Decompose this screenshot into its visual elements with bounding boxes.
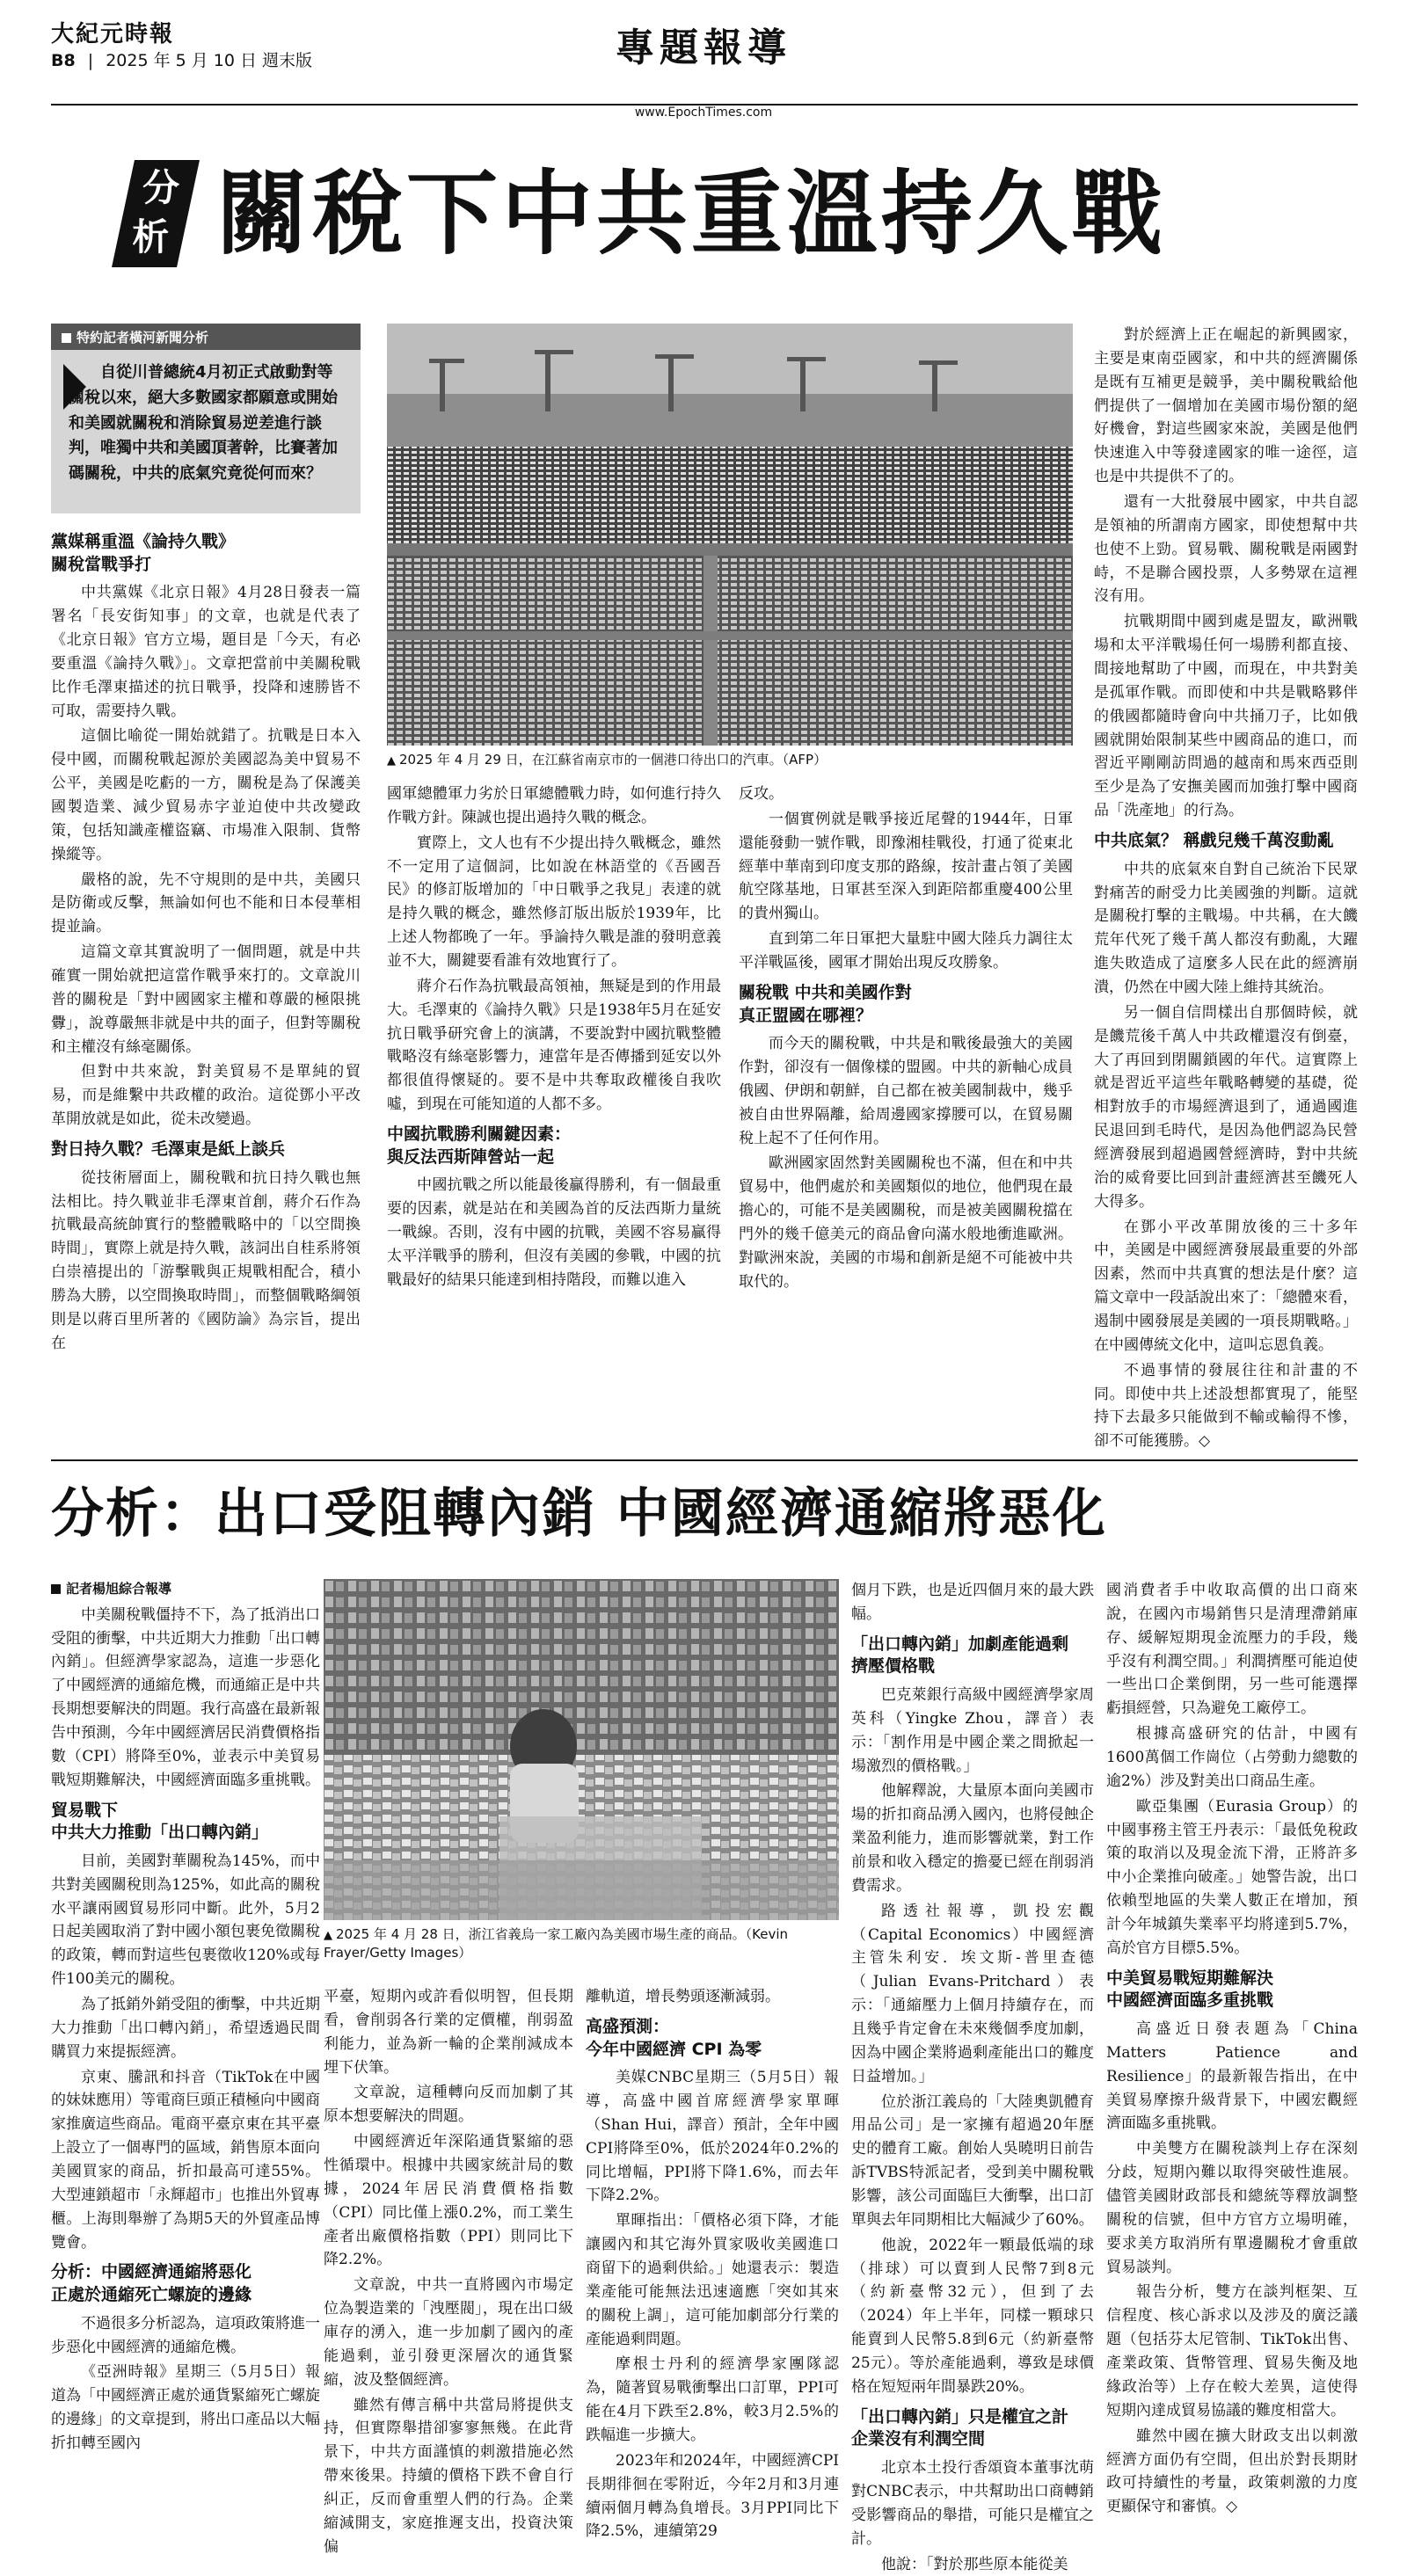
story2-column-5 <box>1106 1579 1358 2546</box>
kicker-char-2: 析 <box>118 213 183 262</box>
paragraph: 雖然中國在擴大財政支出以刺激經濟方面仍有空間，但出於對長期財政可持續性的考量，政策刺激的力度更顯保守和審慎。◇ <box>1106 2425 1358 2519</box>
paragraph: 位於浙江義烏的「大陸奧凱體育用品公司」是一家擁有超過20年歷史的體育工廠。創始人吳曉明日前告訴TVBS特派記者，受到美中關稅戰影響，該公司面臨巨大衝擊，出口訂單與去年同期相比大幅減少了60%。 <box>851 2091 1094 2232</box>
byline-text: 特約記者橫河新聞分析 <box>62 328 208 346</box>
paragraph: 不過很多分析認為，這項政策將進一步惡化中國經濟的通縮危機。 <box>51 2312 320 2360</box>
port-cars-image <box>387 324 1073 746</box>
paragraph: 嚴格的說，先不守規則的是中共，美國只是防衛或反擊，無論如何也不能和日本侵華相提並論。 <box>51 869 361 940</box>
paragraph: 而今天的關稅戰，中共是和戰後最強大的美國作對，卻沒有一個像樣的盟國。中共的新軸心成員俄國、伊朗和朝鮮，自己都在被美國制裁中，幾乎被自由世界隔離，給周邊國家撐腰可以，在貿易關稅上起不了任何作用。 <box>739 1032 1073 1150</box>
paragraph: 中國經濟近年深陷通貨緊縮的惡性循環中。根據中共國家統計局的數據，2024年居民消費價格指數（CPI）同比僅上漲0.2%，而工業生產者出廠價格指數（PPI）則同比下降2.2%。 <box>324 2130 573 2272</box>
paragraph: 他解釋說，大量原本面向美國市場的折扣商品湧入國內，也將侵蝕企業盈利能力，進而影響就業，對工作前景和收入穩定的擔憂已經在削弱消費需求。 <box>851 1779 1094 1897</box>
paragraph: 文章說，這種轉向反而加劇了其原本想要解決的問題。 <box>324 2081 573 2128</box>
paragraph: 還有一大批發展中國家，中共自認是領袖的所謂南方國家，即使想幫中共也使不上勁。貿易戰、關稅戰是兩國對峙，不是聯合國投票，人多勢眾在這裡沒有用。 <box>1094 491 1358 608</box>
site-url: www.EpochTimes.com <box>0 106 1407 120</box>
story1-byline-bar <box>51 324 361 350</box>
paragraph: 這個比喻從一開始就錯了。抗戰是日本入侵中國，而關稅戰起源於美國認為美中貿易不公平，美國是吃虧的一方，關稅是為了保護美國製造業、減少貿易赤字並迫使中共改變政策，包括知識產權盜竊、市場准入限制、貨幣操縱等。 <box>51 724 361 866</box>
page-number: B8 <box>51 51 76 70</box>
paragraph: 京東、騰訊和抖音（TikTok在中國的妹妹應用）等電商巨頭正積極向中國商家推廣這些商品。電商平臺京東在其平臺上設立了一個專門的區域，銷售原本面向美國買家的商品，折扣最高可達55%。大型連鎖超市「永輝超市」也推出外貿專櫃。上海則舉辦了為期5天的外貿產品博覽會。 <box>51 2066 320 2255</box>
story1-column-1 <box>51 531 361 1449</box>
paragraph: 巴克萊銀行高級中國經濟學家周英科（Yingke Zhou，譯音）表示：「割作用是中國企業之間掀起一場激烈的價格戰。」 <box>851 1684 1094 1778</box>
paragraph: 中美雙方在關稅談判上存在深刻分歧，短期內難以取得突破性進展。儘管美國財政部長和總統等釋放調整關稅的信號，但中方官方立場明確，要求美方取消所有單邊關稅才會重啟貿易談判。 <box>1106 2137 1358 2279</box>
story2-headline: 分析：出口受阻轉內銷 中國經濟通縮將惡化 <box>51 1474 1358 1554</box>
paragraph: 歐亞集團（Eurasia Group）的中國事務主管王丹表示：「最低免稅政策的取消以及現金流下滑，正將許多中小企業推向破產。」她警告說，出口依賴型地區的失業人數正在增加，預計今年城鎮失業率平均將達到5.7%，高於官方目標5.5%。 <box>1106 1795 1358 1961</box>
paragraph: 高盛近日發表題為「China Matters Patience and Resilience」的最新報告指出，在中美貿易摩擦升級背景下，中國宏觀經濟面臨多重挑戰。 <box>1106 2018 1358 2136</box>
story2-photo-caption: ▲ 2025 年 4 月 28 日，浙江省義烏一家工廠內為美國市場生產的商品。（Kevin Frayer/Getty Images） <box>324 1925 839 1962</box>
story1-photo-caption: ▲ 2025 年 4 月 29 日，在江蘇省南京市的一個港口待出口的汽車。（AFP） <box>387 751 1073 769</box>
subhead-domestic-sales: 貿易戰下 中共大力推動「出口轉內銷」 <box>51 1800 320 1845</box>
subhead-overcapacity: 「出口轉內銷」加劇產能過剩 擠壓價格戰 <box>851 1634 1094 1678</box>
paragraph: 反攻。 <box>739 782 1073 806</box>
paragraph: 平臺，短期內或許看似明智，但長期看，會削弱各行業的定價權，削弱盈利能力，並為新一輪的企業削減成本埋下伏筆。 <box>324 1985 573 2079</box>
paragraph: 中國抗戰之所以能最後贏得勝利，有一個最重要的因素，就是站在和美國為首的反法西斯力量統一戰線。否則，沒有中國的抗戰，美國不容易贏得太平洋戰爭的勝利，但沒有美國的參戰，中國的抗戰最好的結果只能達到相持階段，而難以進入 <box>387 1174 721 1292</box>
subhead-stopgap: 「出口轉內銷」只是權宜之計 企業沒有利潤空間 <box>851 2406 1094 2451</box>
subhead-war-victory: 中國抗戰勝利關鍵因素： 與反法西斯陣營站一起 <box>387 1124 721 1168</box>
story2-column-4 <box>851 1579 1094 2546</box>
analysis-kicker <box>112 160 200 267</box>
paragraph: 2023年和2024年，中國經濟CPI長期徘徊在零附近，今年2月和3月連續兩個月轉為負增長。3月PPI同比下降2.5%，連續第29 <box>586 2449 839 2543</box>
paragraph: 他說：「對於那些原本能從美 <box>851 2553 1094 2576</box>
subhead-challenges: 中美貿易戰短期難解決 中國經濟面臨多重挑戰 <box>1106 1968 1358 2012</box>
paragraph: 北京本土投行香頌資本董事沈萌對CNBC表示，中共幫助出口商轉銷受影響商品的舉措，可能只是權宜之計。 <box>851 2456 1094 2551</box>
story1-column-4 <box>1094 324 1358 1449</box>
paragraph: 單暉指出：「價格必須下降，才能讓國內和其它海外買家吸收美國進口商留下的過剩供給。」她還表示：製造業產能可能無法迅速適應「突如其來的關稅上調」，這可能加劇部分行業的產能過剩問題。 <box>586 2209 839 2351</box>
paragraph: 個月下跌，也是近四個月來的最大跌幅。 <box>851 1579 1094 1626</box>
paragraph: 《亞洲時報》星期三（5月5日）報道為「中國經濟正處於通貨緊縮死亡螺旋的邊緣」的文章提到，將出口產品以大幅折扣轉至國內 <box>51 2361 320 2455</box>
paragraph: 國軍總體軍力劣於日軍總體戰力時，如何進行持久作戰方針。陳誠也提出過持久戰的概念。 <box>387 782 721 830</box>
paragraph: 直到第二年日軍把大量駐中國大陸兵力調往太平洋戰區後，國軍才開始出現反攻勝象。 <box>739 928 1073 975</box>
kicker-char-1: 分 <box>128 164 193 213</box>
paragraph: 報告分析，雙方在談判框架、互信程度、核心訴求以及涉及的廣泛議題（包括芬太尼管制、TikTok出售、產業政策、貨幣管理、貿易失衡及地緣政治等）上存在較大差異，這使得短期內達成貿易協議的難度相當大。 <box>1106 2281 1358 2422</box>
paragraph: 不過事情的發展往往和計畫的不同。即使中共上述設想都實現了，能堅持下去最多只能做到不輸或輸得不慘，卻不可能獲勝。◇ <box>1094 1359 1358 1453</box>
subhead-confidence: 中共底氣？ 稱戲兒幾千萬沒動亂 <box>1094 830 1358 853</box>
subhead-goldman: 高盛預測： 今年中國經濟 CPI 為零 <box>586 2016 839 2061</box>
paragraph: 根據高盛研究的估計，中國有1600萬個工作崗位（占勞動力總數的逾2%）涉及對美出口商品生產。 <box>1106 1722 1358 1794</box>
paragraph: 文章說，中共一直將國內市場定位為製造業的「洩壓閥」，現在出口級庫存的湧入，進一步加劇了國內的產能過剩，並引發更深層次的通貨緊縮，波及整個經濟。 <box>324 2274 573 2391</box>
paragraph: 中共的底氣來自對自己統治下民眾對痛苦的耐受力比美國強的判斷。這就是關稅打擊的主戰場。中共稱，在大饑荒年代死了幾千萬人都沒有動亂，大躍進失敗造成了這麼多人民在此的經濟崩潰，仍然在中國大陸上維持其統治。 <box>1094 858 1358 1000</box>
paragraph: 中美關稅戰僵持不下，為了抵消出口受阻的衝擊，中共近期大力推動「出口轉內銷」。但經濟學家認為，這進一步惡化了中國經濟的通縮危機，而通縮正是中共長期想要解決的問題。我行高盛在最新報告中預測，今年中國經濟居民消費價格指數（CPI）將降至0%，並表示中美貿易戰短期難解決，中國經濟面臨多重挑戰。 <box>51 1604 320 1793</box>
masthead-logo: 大紀元時報 <box>51 16 174 48</box>
paragraph: 歐洲國家固然對美國關稅也不滿，但在和中共貿易中，他們處於和美國類似的地位，他們現在最擔心的，可能不是美國關稅，而是被美國關稅擋在門外的幾千億美元的商品會向滿水般地衝進歐洲。對歐洲來說，美國的市場和創新是絕不可能被中共取代的。 <box>739 1152 1073 1293</box>
paragraph: 美媒CNBC星期三（5月5日）報導，高盛中國首席經濟學家單暉（Shan Hui，譯音）預計，全年中國CPI將降至0%，低於2024年0.2%的同比增幅，PPI將下降1.6%，而去年下降2.2%。 <box>586 2066 839 2208</box>
paragraph: 在鄧小平改革開放後的三十多年中，美國是中國經濟發展最重要的外部因素，然而中共真實的想法是什麼？這篇文章中一段話說出來了：「總體來看，遏制中國發展是美國的一項長期戰略。」在中國傳統文化中，這叫忘恩負義。 <box>1094 1216 1358 1357</box>
paragraph: 摩根士丹利的經濟學家團隊認為，隨著貿易戰衝擊出口訂單，PPI可能在4月下跌至2.8%，較3月2.5%的跌幅進一步擴大。 <box>586 2353 839 2447</box>
subhead-deflation: 分析：中國經濟通縮將惡化 正處於通縮死亡螺旋的邊緣 <box>51 2261 320 2306</box>
story1-lede-box <box>51 350 361 513</box>
story2-byline: 記者楊旭綜合報導 <box>51 1579 320 1600</box>
paragraph: 為了抵銷外銷受阻的衝擊，中共近期大力推動「出口轉內銷」，希望透過民間購買力來提振經濟。 <box>51 1993 320 2064</box>
paragraph: 目前，美國對華關稅為145%，而中共對美國關稅則為125%，如此高的關稅水平讓兩國貿易形同中斷。此外，5月2日起美國取消了對中國小額包裹免徵關稅的政策，轉而對這些包裹徵收120%或每件100美元的關稅。 <box>51 1850 320 1991</box>
subhead-allies: 關稅戰 中共和美國作對 真正盟國在哪裡？ <box>739 982 1073 1027</box>
factory-image <box>324 1579 839 1920</box>
paragraph: 離軌道，增長勢頭逐漸減弱。 <box>586 1985 839 2009</box>
story2-column-2 <box>324 1985 573 2546</box>
paragraph: 從技術層面上，關稅戰和抗日持久戰也無法相比。持久戰並非毛澤東首創，蔣介石作為抗戰最高統帥實行的整體戰略中的「以空間換時間」，實際上就是持久戰，該詞出自桂系將領白崇禧提出的「游擊戰與正規戰相配合，積小勝為大勝，以空間換取時間」，而整個戰略綱領則是以蔣百里所著的《國防論》為宗旨，提出在 <box>51 1167 361 1356</box>
story1-headline: 關稅下中共重溫持久戰 <box>216 158 1166 269</box>
paragraph: 國消費者手中收取高價的出口商來說，在國內市場銷售只是清理滯銷庫存、緩解短期現金流壓力的手段，幾乎沒有利潤空間。」利潤擠壓可能迫使一些出口企業倒閉，另一些可能選擇虧損經營，只為避免工廠停工。 <box>1106 1579 1358 1721</box>
separator: | <box>88 51 93 70</box>
subhead-reread: 黨媒稱重溫《論持久戰》 關稅當戰爭打 <box>51 531 361 576</box>
paragraph: 實際上，文人也有不少提出持久戰概念，雖然不一定用了這個詞，比如說在林語堂的《吾國吾民》的修訂版增加的「中日戰爭之我見」表達的就是持久戰的概念，雖然修訂版出版於1939年，比上述人物都晚了一年。爭論持久戰是誰的發明意義並不大，關鍵要看誰有效地實行了。 <box>387 832 721 973</box>
story2-column-1 <box>51 1579 320 2546</box>
paragraph: 這篇文章其實說明了一個問題，就是中共確實一開始就把這當作戰爭來打的。文章說川普的關稅是「對中國國家主權和尊嚴的極限挑釁」，說尊嚴無非就是中共的面子，但對等關稅和主權沒有絲毫關係。 <box>51 941 361 1059</box>
paragraph: 他說，2022年一顆最低端的球（排球）可以賣到人民幣7到8元（約新臺幣32元），但到了去（2024）年上半年，同樣一顆球只能賣到人民幣5.8到6元（約新臺幣25元）。等於產能過剩，導致是球價格在短短兩年間暴跌20%。 <box>851 2234 1094 2399</box>
story-divider <box>51 1459 1358 1461</box>
section-title: 專題報導 <box>0 16 1407 72</box>
subhead-paper-tiger: 對日持久戰？毛澤東是紙上談兵 <box>51 1139 361 1161</box>
story1-column-3 <box>739 782 1073 1449</box>
paragraph: 蔣介石作為抗戰最高領袖，無疑是到的作用最大。毛澤東的《論持久戰》只是1938年5月在延安抗日戰爭研究會上的演講，不要說對中國抗戰整體戰略沒有絲毫影響力，連當年是否傳播到延安以外都很值得懷疑的。要不是中共奪取政權後自我吹噓，到現在可能知道的人都不多。 <box>387 975 721 1117</box>
paragraph: 雖然有傳言稱中共當局將提供支持，但實際舉措卻寥寥無幾。在此背景下，中共方面謹慎的刺激措施必然帶來後果。持續的價格下跌不會自行糾正，反而會重塑人們的行為。企業縮減開支，家庭推遲支出，投資決策偏 <box>324 2394 573 2559</box>
paragraph: 對於經濟上正在崛起的新興國家，主要是東南亞國家，和中共的經濟關係是既有互補更是競爭，美中關稅戰給他們提供了一個增加在美國市場份額的絕好機會，對這些國家來說，美國是他們快速進入中等發達國家的唯一途徑，這也是中共提供不了的。 <box>1094 324 1358 489</box>
story1-column-2 <box>387 782 721 1449</box>
paragraph: 中共黨媒《北京日報》4月28日發表一篇署名「長安街知事」的文章，也就是代表了《北京日報》官方立場，題目是「今天，有必要重溫《論持久戰》」。文章把當前中美關稅戰比作毛澤東描述的抗日戰爭，投降和速勝皆不可取，需要持久戰。 <box>51 581 361 723</box>
factory-photo <box>324 1579 839 1920</box>
paragraph: 抗戰期間中國到處是盟友，歐洲戰場和太平洋戰場任何一場勝利都直接、間接地幫助了中國，而現在，中共對美是孤軍作戰。而即使和中共是戰略夥伴的俄國都隨時會向中共捅刀子，比如俄國就開始限制某些中國商品的進口，而習近平剛剛訪問過的越南和馬來西亞則至少是為了安撫美國而加強打擊中國商品「洗產地」的行為。 <box>1094 610 1358 823</box>
paragraph: 但對中共來說，對美貿易不是單純的貿易，而是維繫中共政權的政治。這從鄧小平改革開放就是如此，從未改變過。 <box>51 1060 361 1132</box>
paragraph: 另一個自信問樣出自那個時候，就是饑荒後千萬人中共政權還沒有倒臺，大了再回到閉關鎖國的年代。這實際上就是習近平這些年戰略轉變的基礎，從相對放手的市場經濟退到了，通過國進民退回到毛時代，是因為他們認為民營經濟發展到超過國營經濟時，對中共統治的威脅要比回到計畫經濟甚至饑死人大得多。 <box>1094 1001 1358 1214</box>
paragraph: 一個實例就是戰爭接近尾聲的1944年，日軍還能發動一號作戰，即豫湘桂戰役，打通了從東北經華中華南到印度支那的路線，按計畫占領了美國航空隊基地，日軍甚至深入到距陪都重慶400公里的貴州獨山。 <box>739 808 1073 926</box>
story2-column-3 <box>586 1985 839 2546</box>
port-cars-photo <box>387 324 1073 746</box>
story1-lede: 自從川普總統4月初正式啟動對等關稅以來，絕大多數國家都願意或開始和美國就關稅和消除貿易逆差進行談判，唯獨中共和美國頂著幹，比賽著加碼關稅，中共的底氣究竟從何而來？ <box>69 360 348 487</box>
paragraph: 路透社報導，凱投宏觀（Capital Economics）中國經濟主管朱利安．埃文斯-普里查德（Julian Evans-Pritchard）表示：「通縮壓力上個月持續存在，而且幾乎肯定會在未來幾個季度加劇，因為中國企業將過剩產能出口的難度日益增加。」 <box>851 1900 1094 2089</box>
issue-date: 2025 年 5 月 10 日 週末版 <box>106 51 312 70</box>
